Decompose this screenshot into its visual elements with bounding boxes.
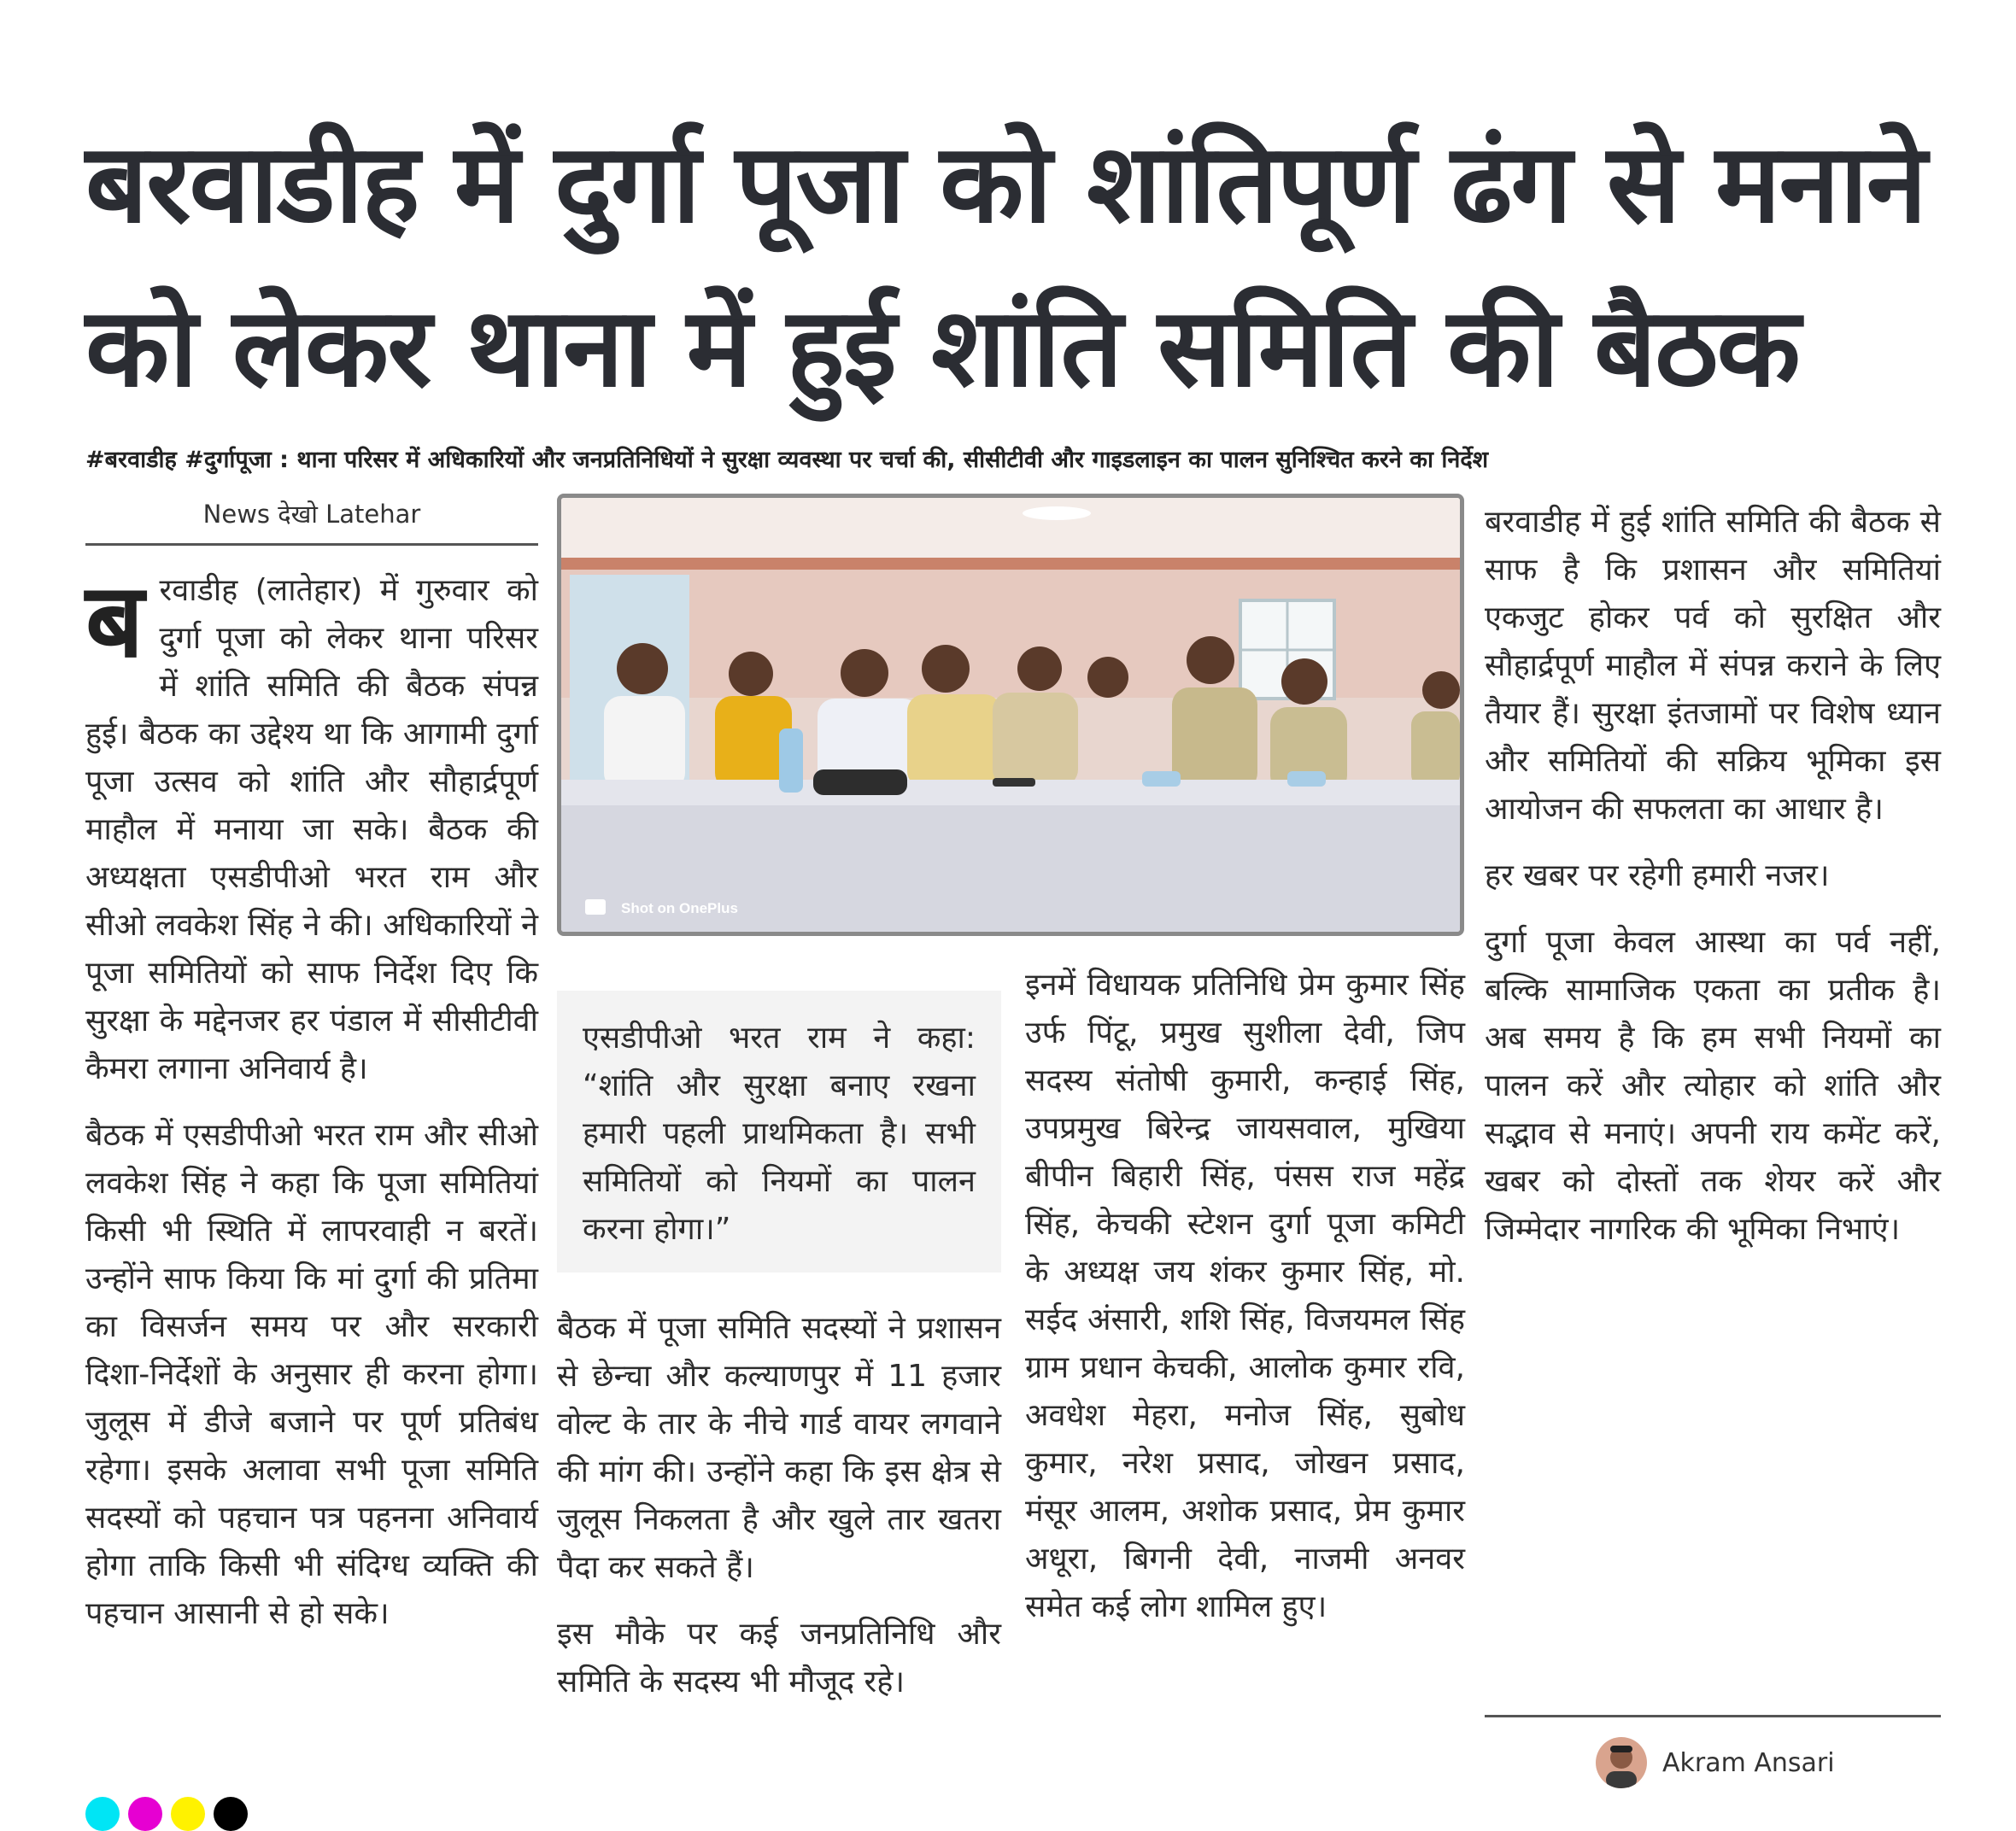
yellow-mark [171, 1797, 205, 1831]
pull-quote: एसडीपीओ भरत राम ने कहा: “शांति और सुरक्षा बनाए रखना हमारी पहली प्राथमिकता है। सभी समितियों को नियमों का पालन करना होगा।” [557, 991, 1001, 1272]
paragraph: हर खबर पर रहेगी हमारी नजर। [1485, 858, 1830, 893]
author-avatar [1596, 1737, 1647, 1788]
magenta-mark [128, 1797, 162, 1831]
byline: News देखो Latehar [202, 500, 421, 529]
article-column-3 [1025, 962, 1465, 1650]
photo-watermark: Shot on OnePlus [621, 900, 738, 916]
article-column-2 [557, 1305, 1001, 1725]
byline-divider [85, 543, 538, 546]
headline-line-2: को लेकर थाना में हुई शांति समिति की बैठक [85, 284, 1799, 412]
article-column-4 [1485, 499, 1941, 1272]
headline [85, 102, 1948, 430]
paragraph: इस मौके पर कई जनप्रतिनिधि और समिति के सदस्य भी मौजूद रहे। [557, 1617, 1001, 1699]
paragraph: इनमें विधायक प्रतिनिधि प्रेम कुमार सिंह उर्फ पिंटू, प्रमुख सुशीला देवी, जिप सदस्य संतोषी कुमारी, कन्हाई सिंह, उपप्रमुख बिरेन्द्र जायसवाल, मुखिया बीपीन बिहारी सिंह, पंसस राज महेंद्र सिंह, केचकी स्टेशन दुर्गा पूजा कमिटी के अध्यक्ष जय शंकर कुमार सिंह, मो. सईद अंसारी, शशि सिंह, विजयमल सिंह ग्राम प्रधान केचकी, आलोक कुमार रवि, अवधेश मेहरा, मनोज सिंह, सुबोध कुमार, नरेश प्रसाद, जोखन प्रसाद, मंसूर आलम, अशोक प्रसाद, प्रेम कुमार अधूरा, बिगनी देवी, नाजमी अनवर समेत कई लोग शामिल हुए। [1025, 968, 1465, 1624]
paragraph: बैठक में एसडीपीओ भरत राम और सीओ लवकेश सिंह ने कहा कि पूजा समितियां किसी भी स्थिति में लापरवाही न बरतें। उन्होंने साफ किया कि मां दुर्गा की प्रतिमा का विसर्जन समय पर और सरकारी दिशा-निर्देशों के अनुसार ही करना होगा। जुलूस में डीजे बजाने पर पूर्ण प्रतिबंध रहेगा। इसके अलावा सभी पूजा समिति सदस्यों को पहचान पत्र पहनना अनिवार्य होगा ताकि किसी भी संदिग्ध व्यक्ति की पहचान आसानी से हो सके। [85, 1118, 538, 1631]
subheadline: #बरवाडीह #दुर्गापूजा : थाना परिसर में अधिकारियों और जनप्रतिनिधियों ने सुरक्षा व्यवस्था पर चर्चा की, सीसीटीवी और गाइडलाइन का पालन सुनिश्चित करने का निर्देश [85, 447, 1489, 473]
meeting-photo [557, 494, 1464, 936]
paragraph: दुर्गा पूजा केवल आस्था का पर्व नहीं, बल्कि सामाजिक एकता का प्रतीक है। अब समय है कि हम सभी नियमों का पालन करें और त्योहार को शांति और सद्भाव से मनाएं। अपनी राय कमेंट करें, खबर को दोस्तों तक शेयर करें और जिम्मेदार नागरिक की भूमिका निभाएं। [1485, 925, 1941, 1247]
author-name: Akram Ansari [1662, 1747, 1835, 1778]
paragraph: बरवाडीह में हुई शांति समिति की बैठक से साफ है कि प्रशासन और समितियां एकजुट होकर पर्व को सुरक्षित और सौहार्द्रपूर्ण माहौल में संपन्न कराने के लिए तैयार हैं। सुरक्षा इंतजामों पर विशेष ध्यान और समितियों की सक्रिय भूमिका इस आयोजन की सफलता का आधार है। [1485, 505, 1941, 827]
paragraph [85, 562, 538, 1093]
author-divider [1485, 1715, 1941, 1717]
black-mark [214, 1797, 248, 1831]
cyan-mark [85, 1797, 120, 1831]
paragraph: बैठक में पूजा समिति सदस्यों ने प्रशासन से छेन्चा और कल्याणपुर में 11 हजार वोल्ट के तार के नीचे गार्ड वायर लगवाने की मांग की। उन्होंने कहा कि इस क्षेत्र से जुलूस निकलता है और खुले तार खतरा पैदा कर सकते हैं। [557, 1311, 1001, 1585]
registration-marks [85, 1797, 248, 1831]
article-column-1 [85, 562, 538, 1657]
author-credit [1596, 1737, 1835, 1788]
drop-cap: ब [85, 562, 144, 681]
paragraph-text: रवाडीह (लातेहार) में गुरुवार को दुर्गा पूजा को लेकर थाना परिसर में शांति समिति की बैठक संपन्न हुई। बैठक का उद्देश्य था कि आगामी दुर्गा पूजा उत्सव को शांति और सौहार्द्रपूर्ण माहौल में मनाया जा सके। बैठक की अध्यक्षता एसडीपीओ भरत राम और सीओ लवकेश सिंह ने की। अधिकारियों ने पूजा समितियों को साफ निर्देश दिए कि सुरक्षा के मद्देनजर हर पंडाल में सीसीटीवी कैमरा लगाना अनिवार्य है। [85, 573, 538, 1086]
headline-line-1: बरवाडीह में दुर्गा पूजा को शांतिपूर्ण ढंग से मनाने [85, 120, 1925, 248]
meeting-photo-illustration [561, 498, 1460, 932]
